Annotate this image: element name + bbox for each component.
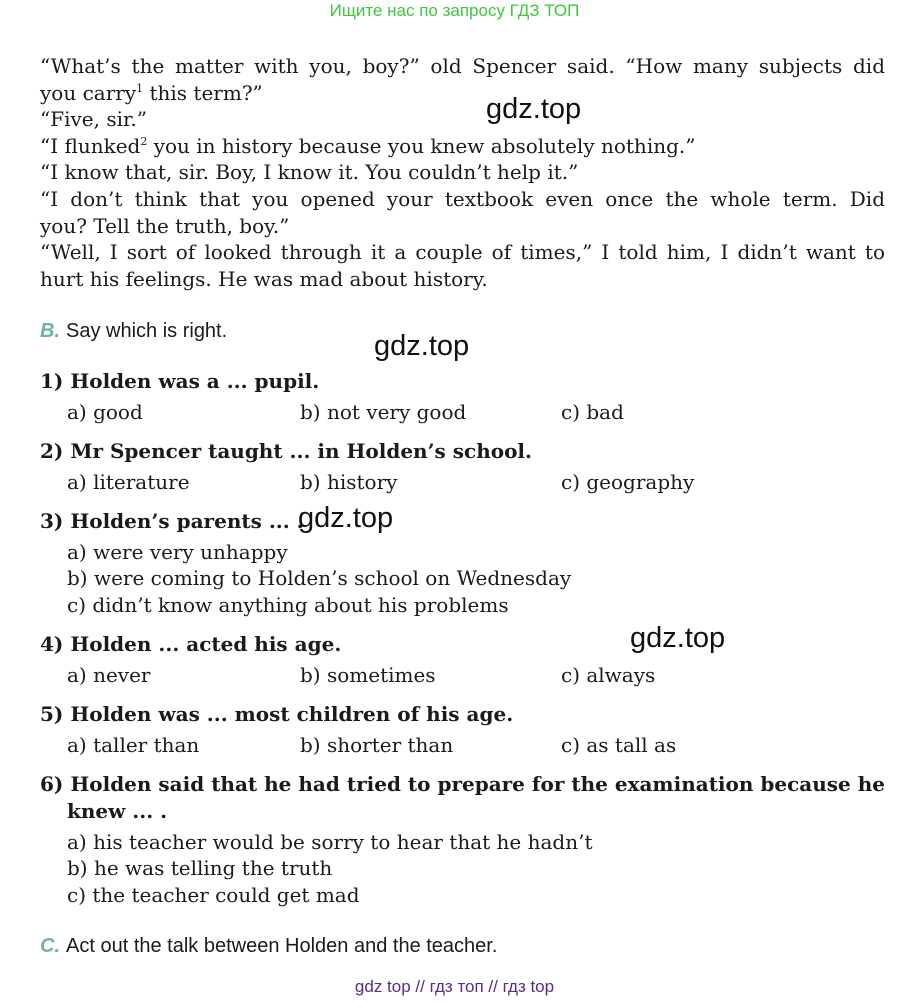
option-3c: c) didn’t know anything about his problems — [67, 593, 509, 617]
dialogue-line: you? Tell the truth, boy.” — [40, 213, 290, 238]
option-1a: a) good — [67, 400, 143, 424]
option-6b: b) he was telling the truth — [67, 856, 333, 880]
option-3a: a) were very unhappy — [67, 540, 288, 564]
watermark: gdz.top — [486, 93, 582, 125]
question-4: 4) Holden ... acted his age. — [40, 632, 342, 656]
option-4c: c) always — [561, 663, 656, 687]
question-3: 3) Holden’s parents ... . — [40, 509, 304, 533]
watermark: gdz.top — [630, 622, 726, 654]
option-5a: a) taller than — [67, 733, 200, 757]
option-2a: a) literature — [67, 470, 190, 494]
question-6-line: 6) Holden said that he had tried to prepare for the examination because he — [40, 772, 885, 796]
option-6a: a) his teacher would be sorry to hear that he hadn’t — [67, 830, 593, 854]
section-letter: B. — [40, 320, 60, 342]
option-3b: b) were coming to Holden’s school on Wednesday — [67, 566, 572, 590]
footnote-marker: 1 — [136, 81, 144, 95]
dialogue-line: “Five, sir.” — [40, 107, 147, 132]
watermark: gdz.top — [374, 330, 470, 362]
dialogue-line: “I flunked$^2$ you in history because you knew absolutely nothing.” — [40, 133, 696, 158]
footnote-marker: 2 — [140, 134, 148, 148]
dialogue-line: you carry$^1$ this term?” — [40, 80, 263, 105]
section-instruction: Act out the talk between Holden and the teacher. — [66, 935, 498, 957]
section-b-heading — [40, 320, 227, 343]
dialogue-line: “I don’t think that you opened your textbook even once the whole term. Did — [40, 186, 885, 211]
question-1: 1) Holden was a ... pupil. — [40, 369, 320, 393]
top-banner: Ищите нас по запросу ГДЗ ТОП — [329, 1, 580, 20]
watermark: gdz.top — [298, 502, 394, 534]
option-2b: b) history — [300, 470, 398, 494]
question-5: 5) Holden was ... most children of his age. — [40, 702, 514, 726]
option-1c: c) bad — [561, 400, 624, 424]
section-c-heading — [40, 935, 497, 958]
section-letter: C. — [40, 935, 60, 957]
option-1b: b) not very good — [300, 400, 467, 424]
option-4a: a) never — [67, 663, 151, 687]
option-2c: c) geography — [561, 470, 695, 494]
section-instruction: Say which is right. — [66, 320, 228, 342]
option-5c: c) as tall as — [561, 733, 677, 757]
option-5b: b) shorter than — [300, 733, 454, 757]
question-2: 2) Mr Spencer taught ... in Holden’s school. — [40, 439, 532, 463]
dialogue-text — [40, 53, 885, 292]
dialogue-line: hurt his feelings. He was mad about history. — [40, 266, 488, 291]
question-6-line: knew ... . — [67, 798, 168, 823]
dialogue-line: “What’s the matter with you, boy?” old Spencer said. “How many subjects did — [40, 54, 885, 78]
dialogue-line: “Well, I sort of looked through it a couple of times,” I told him, I didn’t want to — [40, 240, 885, 265]
option-4b: b) sometimes — [300, 663, 436, 687]
question-6 — [40, 771, 885, 824]
option-6c: c) the teacher could get mad — [67, 883, 360, 907]
dialogue-line: “I know that, sir. Boy, I know it. You couldn’t help it.” — [40, 160, 579, 185]
footer-links: gdz top // гдз топ // гдз top — [354, 977, 555, 996]
